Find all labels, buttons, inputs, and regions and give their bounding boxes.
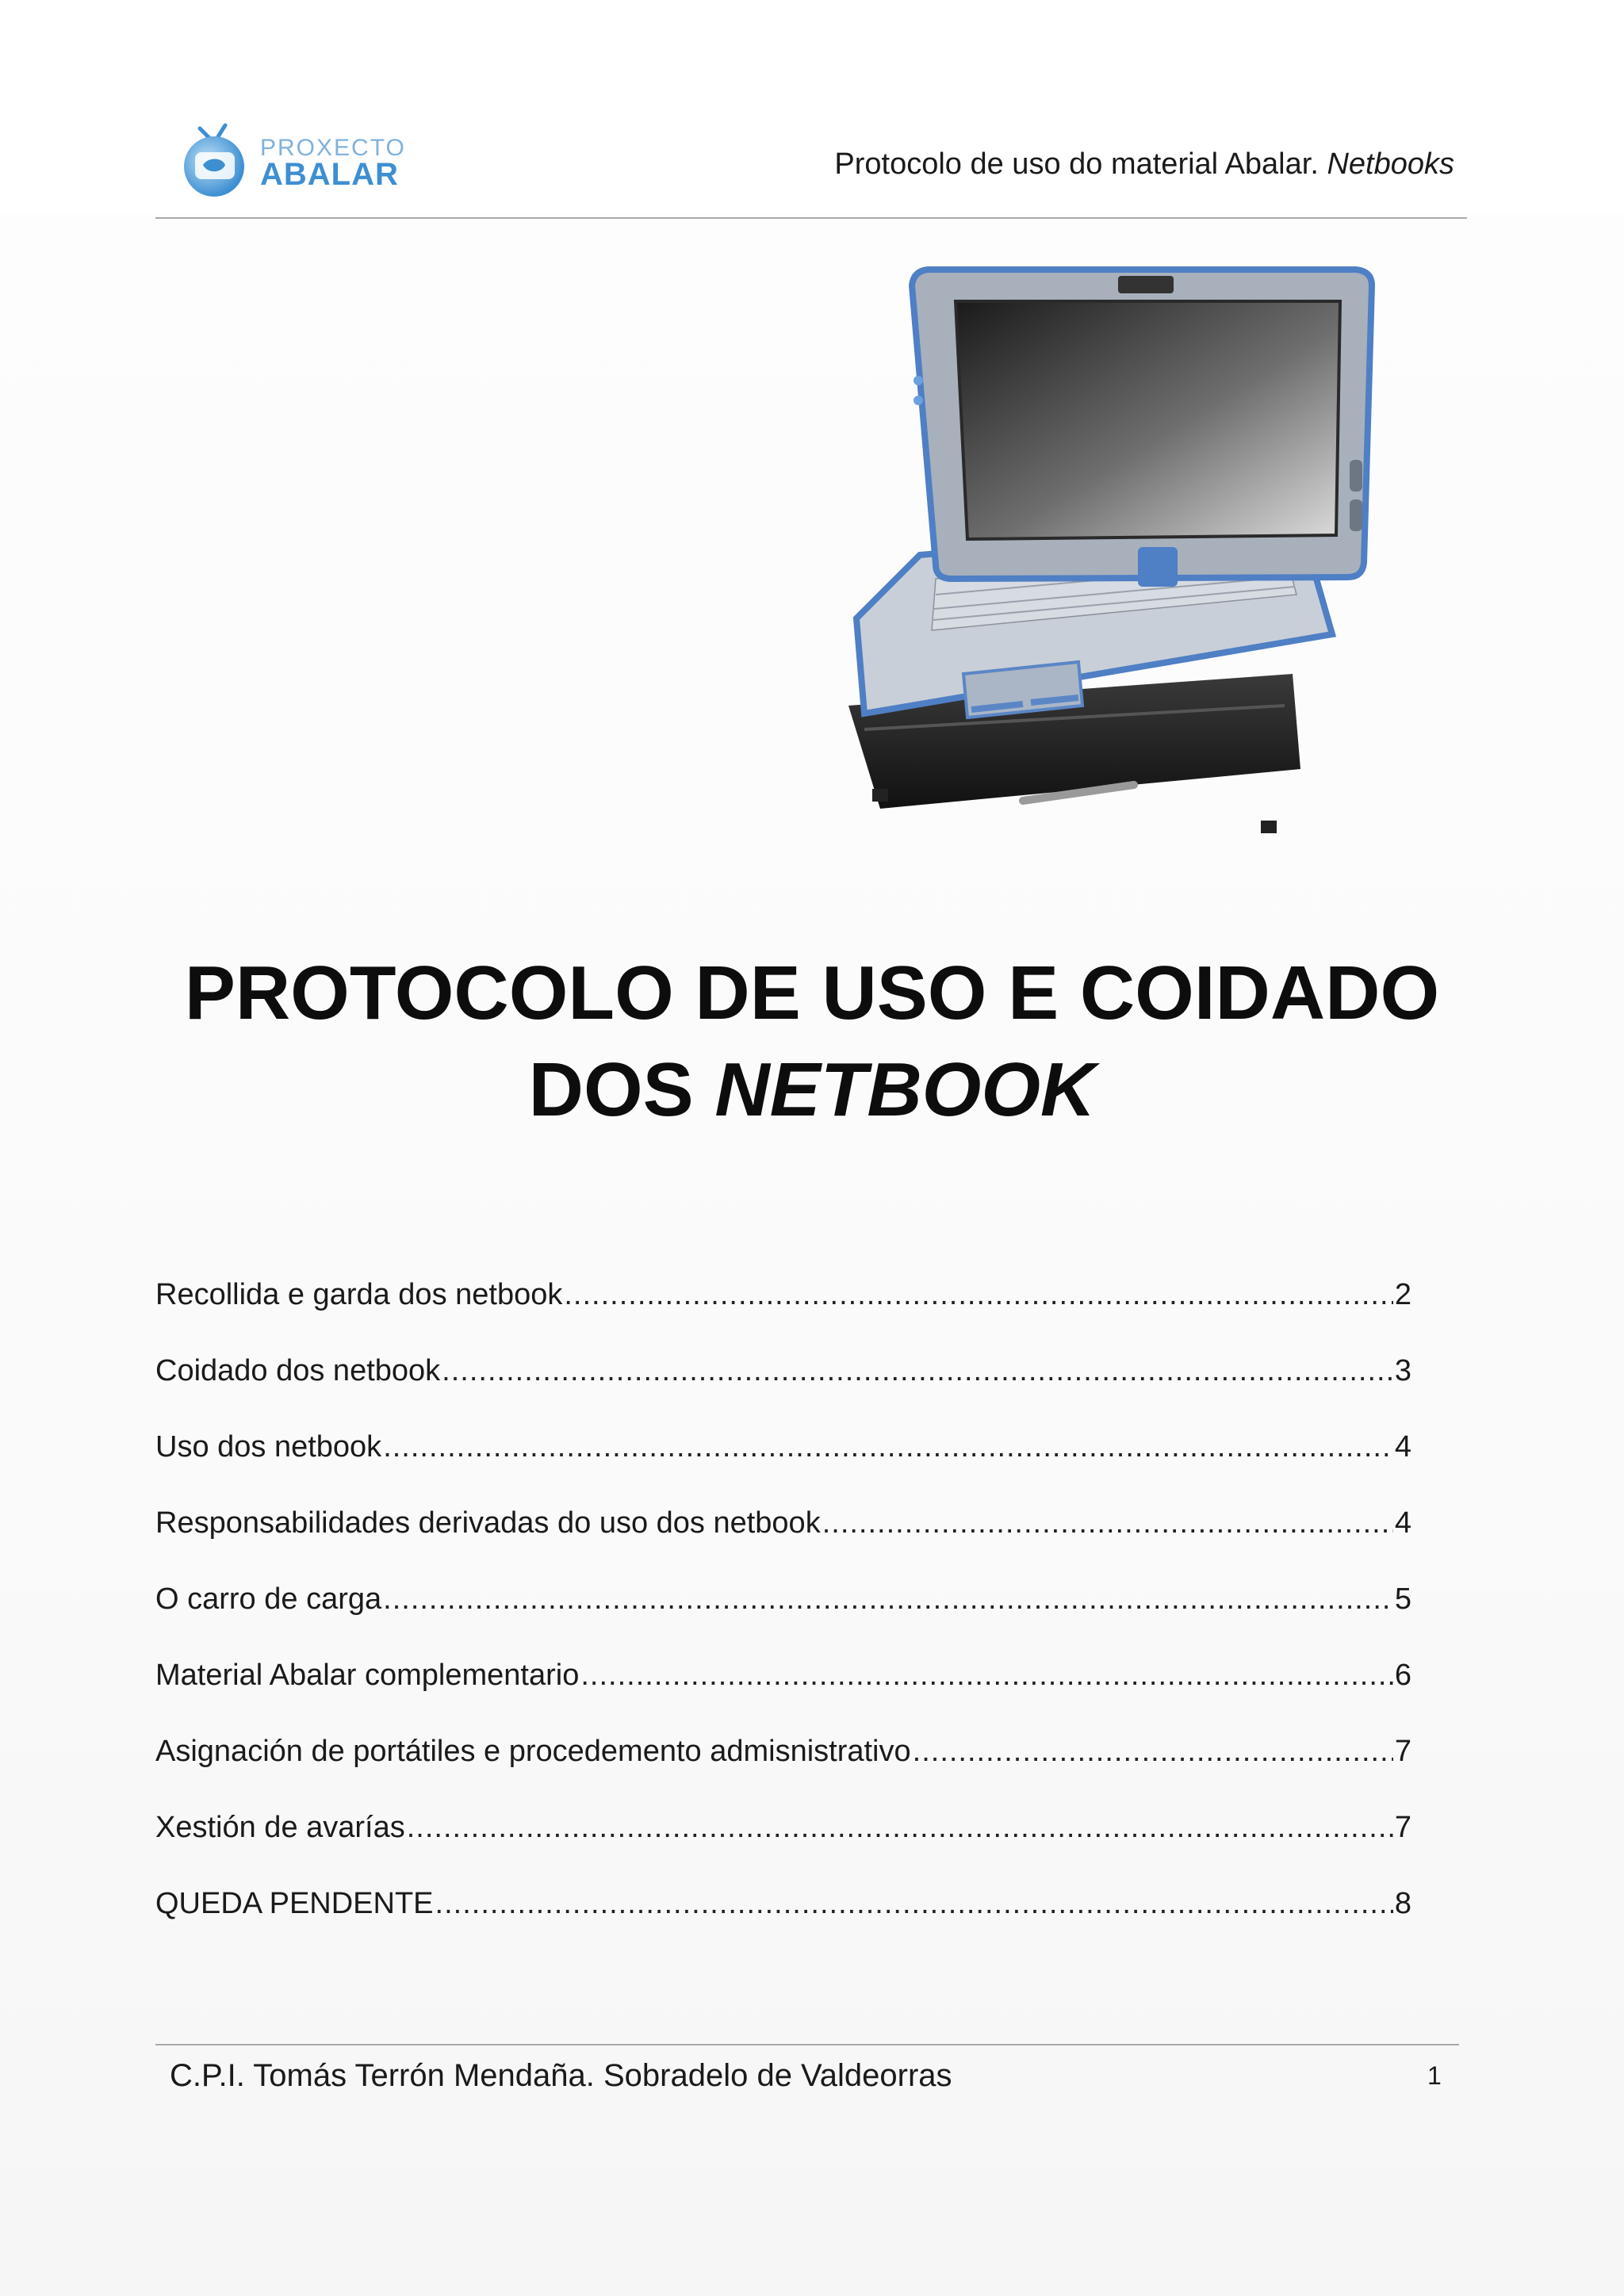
toc-entry-label: Asignación de portátiles e procedemento admisnistrativo: [155, 1735, 911, 1768]
table-of-contents: [155, 1278, 1411, 1963]
logo-text-abalar: ABALAR: [260, 157, 399, 192]
toc-entry-page: 8: [1394, 1887, 1411, 1920]
netbook-image: [817, 262, 1388, 848]
toc-entry-label: QUEDA PENDENTE: [155, 1887, 434, 1920]
toc-leader-dots: [383, 1582, 1393, 1617]
toc-leader-dots: [383, 1430, 1393, 1464]
toc-entry-page: 3: [1394, 1354, 1411, 1387]
toc-entry[interactable]: [155, 1430, 1411, 1506]
document-title-dos: DOS: [528, 1047, 694, 1132]
document-title-line-2: [0, 1042, 1624, 1138]
toc-entry[interactable]: [155, 1278, 1411, 1354]
footer-divider: [155, 2044, 1459, 2045]
toc-leader-dots: [580, 1659, 1393, 1693]
toc-entry-page: 7: [1394, 1735, 1411, 1768]
toc-leader-dots: [913, 1735, 1393, 1769]
toc-entry-label: Xestión de avarías: [155, 1811, 405, 1844]
running-header-italic: Netbooks: [1327, 147, 1454, 181]
header-divider: [155, 217, 1467, 219]
toc-entry-label: O carro de carga: [155, 1582, 382, 1616]
running-header: [834, 147, 1454, 182]
toc-leader-dots: [564, 1278, 1393, 1312]
toc-entry-page: 4: [1394, 1506, 1411, 1540]
toc-entry[interactable]: [155, 1354, 1411, 1430]
toc-entry-label: Uso dos netbook: [155, 1430, 382, 1464]
toc-entry-page: 5: [1394, 1582, 1411, 1616]
toc-entry[interactable]: [155, 1735, 1411, 1811]
toc-leader-dots: [435, 1887, 1393, 1921]
toc-entry-page: 4: [1394, 1430, 1411, 1464]
logo-text-proxecto: PROXECTO: [260, 135, 406, 161]
document-title-netbook: NETBOOK: [714, 1047, 1096, 1132]
running-header-text: Protocolo de uso do material Abalar.: [834, 147, 1319, 181]
toc-entry-label: Material Abalar complementario: [155, 1659, 580, 1692]
toc-entry-page: 7: [1394, 1811, 1411, 1844]
toc-entry-page: 2: [1394, 1278, 1411, 1311]
toc-entry[interactable]: [155, 1887, 1411, 1963]
toc-leader-dots: [822, 1506, 1393, 1540]
toc-entry[interactable]: [155, 1659, 1411, 1735]
toc-leader-dots: [442, 1354, 1393, 1388]
abalar-globe-icon: [176, 117, 255, 200]
document-title-line-1: PROTOCOLO DE USO E COIDADO: [184, 951, 1440, 1035]
toc-entry[interactable]: [155, 1582, 1411, 1659]
footer-school-name: C.P.I. Tomás Terrón Mendaña. Sobradelo de Valdeorras: [170, 2058, 952, 2093]
document-title: [0, 945, 1624, 1138]
toc-entry-label: Recollida e garda dos netbook: [155, 1278, 563, 1311]
toc-leader-dots: [407, 1811, 1393, 1845]
toc-entry[interactable]: [155, 1506, 1411, 1582]
proxecto-abalar-logo: [176, 117, 438, 200]
toc-entry-label: Coidado dos netbook: [155, 1354, 441, 1387]
toc-entry[interactable]: [155, 1811, 1411, 1887]
toc-entry-label: Responsabilidades derivadas do uso dos netbook: [155, 1506, 821, 1540]
footer-page-number: 1: [1427, 2061, 1442, 2090]
toc-entry-page: 6: [1394, 1659, 1411, 1692]
